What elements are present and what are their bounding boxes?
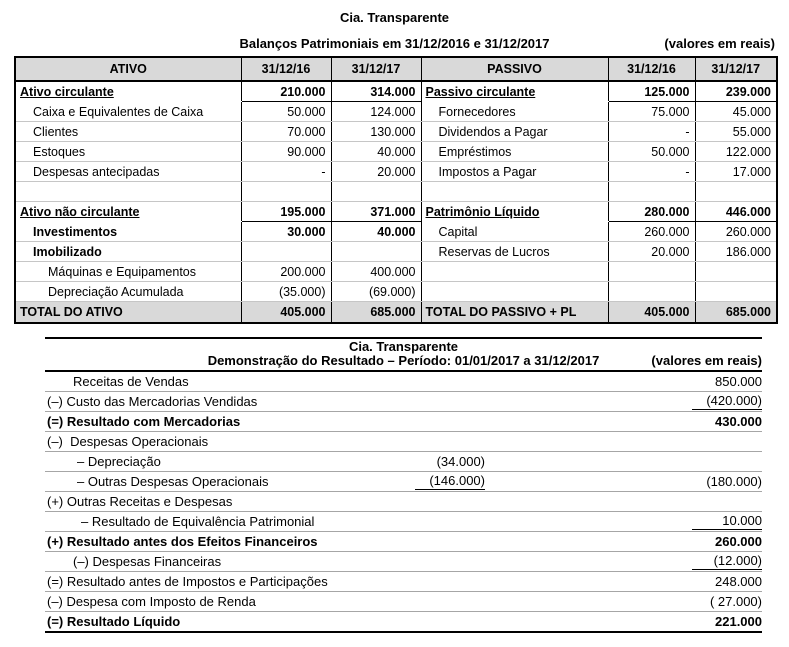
dre-label: (+) Outras Receitas e Despesas	[45, 492, 390, 512]
dre-label: Receitas de Vendas	[45, 372, 390, 392]
income-statement-table	[45, 372, 762, 633]
income-statement-header	[45, 337, 762, 372]
dre-row	[45, 452, 762, 472]
table-row	[15, 262, 777, 282]
dre-value-mid	[390, 612, 500, 633]
account-value: 314.000	[331, 81, 421, 102]
column-header-date: 31/12/16	[608, 57, 695, 81]
dre-value-mid	[390, 572, 500, 592]
account-value: 40.000	[331, 222, 421, 242]
values-note: (valores em reais)	[664, 36, 775, 51]
total-value: 405.000	[608, 302, 695, 324]
account-label: Ativo não circulante	[20, 204, 140, 219]
total-row	[15, 302, 777, 324]
dre-row	[45, 472, 762, 492]
dre-label: (=) Resultado com Mercadorias	[45, 412, 390, 432]
total-label: TOTAL DO ATIVO	[15, 302, 241, 324]
account-label	[421, 262, 608, 282]
balance-sheet-subtitle: Balanços Patrimoniais em 31/12/2016 e 31/12/2017	[239, 36, 550, 51]
account-value: 260.000	[695, 222, 777, 242]
account-value: 371.000	[331, 202, 421, 222]
balance-sheet-table	[14, 56, 778, 324]
account-value: 280.000	[608, 202, 695, 222]
dre-label: (=) Resultado antes de Impostos e Participações	[45, 572, 390, 592]
account-value: 125.000	[608, 81, 695, 102]
account-label: Dividendos a Pagar	[421, 122, 608, 142]
account-value: 195.000	[241, 202, 331, 222]
account-label: Caixa e Equivalentes de Caixa	[15, 102, 241, 122]
account-label: Passivo circulante	[421, 81, 608, 102]
account-value: 260.000	[608, 222, 695, 242]
account-value: 45.000	[695, 102, 777, 122]
dre-label: (–) Despesas Operacionais	[45, 432, 390, 452]
dre-row	[45, 612, 762, 633]
account-label: Patrimônio Líquido	[421, 202, 608, 222]
account-value: 70.000	[241, 122, 331, 142]
account-value: -	[608, 162, 695, 182]
account-value: (35.000)	[241, 282, 331, 302]
account-label	[421, 182, 608, 202]
account-value: -	[608, 122, 695, 142]
dre-value-right: ( 27.000)	[500, 592, 762, 612]
dre-value-right	[500, 392, 762, 412]
dre-value-mid	[390, 512, 500, 532]
balance-sheet-subtitle-row	[0, 36, 789, 52]
column-header-passivo: PASSIVO	[421, 57, 608, 81]
table-row	[15, 222, 777, 242]
account-value: 50.000	[608, 142, 695, 162]
dre-value-mid	[390, 392, 500, 412]
dre-label: (+) Resultado antes dos Efeitos Financeiros	[45, 532, 390, 552]
account-value	[331, 242, 421, 262]
account-value: 200.000	[241, 262, 331, 282]
account-value	[695, 262, 777, 282]
account-value: 40.000	[331, 142, 421, 162]
dre-row	[45, 492, 762, 512]
dre-value-mid	[390, 592, 500, 612]
underlined-value: (420.000)	[692, 393, 762, 410]
account-value	[608, 262, 695, 282]
dre-value-right	[500, 512, 762, 532]
income-statement-subtitle: Demonstração do Resultado – Período: 01/01/2017 a 31/12/2017	[207, 353, 600, 368]
dre-value-right	[500, 452, 762, 472]
dre-value-mid: (34.000)	[390, 452, 500, 472]
dre-value-right: 850.000	[500, 372, 762, 392]
dre-label: – Outras Despesas Operacionais	[45, 472, 390, 492]
account-label: Impostos a Pagar	[421, 162, 608, 182]
account-label	[15, 182, 241, 202]
dre-label: – Depreciação	[45, 452, 390, 472]
dre-value-mid	[390, 532, 500, 552]
balance-sheet-header-row	[15, 57, 777, 81]
total-value: 685.000	[695, 302, 777, 324]
table-row	[15, 202, 777, 222]
table-row	[15, 282, 777, 302]
account-label: Máquinas e Equipamentos	[15, 262, 241, 282]
account-value: 30.000	[241, 222, 331, 242]
account-value	[695, 282, 777, 302]
dre-value-mid	[390, 472, 500, 492]
account-value	[241, 182, 331, 202]
dre-value-right: 221.000	[500, 612, 762, 633]
account-value	[241, 242, 331, 262]
dre-value-right: 430.000	[500, 412, 762, 432]
account-value: 55.000	[695, 122, 777, 142]
account-value	[331, 182, 421, 202]
dre-label: (–) Despesas Financeiras	[45, 552, 390, 572]
values-note: (valores em reais)	[651, 353, 762, 368]
account-value	[695, 182, 777, 202]
account-value: 186.000	[695, 242, 777, 262]
account-label: Reservas de Lucros	[421, 242, 608, 262]
dre-row	[45, 432, 762, 452]
total-label: TOTAL DO PASSIVO + PL	[421, 302, 608, 324]
underlined-value: (146.000)	[415, 473, 485, 490]
underlined-value: (12.000)	[692, 553, 762, 570]
dre-row	[45, 592, 762, 612]
dre-value-mid	[390, 492, 500, 512]
account-label: Imobilizado	[15, 242, 241, 262]
company-title: Cia. Transparente	[348, 339, 459, 354]
account-value: -	[241, 162, 331, 182]
dre-row	[45, 552, 762, 572]
dre-row	[45, 392, 762, 412]
account-value: 130.000	[331, 122, 421, 142]
dre-value-mid	[390, 372, 500, 392]
account-label: Fornecedores	[421, 102, 608, 122]
column-header-date: 31/12/17	[331, 57, 421, 81]
account-value: 210.000	[241, 81, 331, 102]
table-row	[15, 122, 777, 142]
column-header-ativo: ATIVO	[15, 57, 241, 81]
dre-value-mid	[390, 432, 500, 452]
dre-value-right	[500, 552, 762, 572]
table-row	[15, 142, 777, 162]
total-value: 685.000	[331, 302, 421, 324]
account-value	[608, 282, 695, 302]
table-row	[15, 102, 777, 122]
dre-value-right: 248.000	[500, 572, 762, 592]
account-label	[421, 282, 608, 302]
column-header-date: 31/12/16	[241, 57, 331, 81]
account-value: 20.000	[608, 242, 695, 262]
dre-label: (–) Despesa com Imposto de Renda	[45, 592, 390, 612]
underlined-value: 10.000	[692, 513, 762, 530]
dre-value-right	[500, 432, 762, 452]
dre-label: (=) Resultado Líquido	[45, 612, 390, 633]
table-row	[15, 242, 777, 262]
account-value	[608, 182, 695, 202]
dre-row	[45, 372, 762, 392]
account-label: Empréstimos	[421, 142, 608, 162]
account-label: Ativo circulante	[20, 84, 114, 99]
account-value: 17.000	[695, 162, 777, 182]
account-value: 124.000	[331, 102, 421, 122]
account-value: 239.000	[695, 81, 777, 102]
dre-value-right: 260.000	[500, 532, 762, 552]
account-value: 122.000	[695, 142, 777, 162]
dre-label: – Resultado de Equivalência Patrimonial	[45, 512, 390, 532]
account-label: Depreciação Acumulada	[15, 282, 241, 302]
table-row-empty	[15, 182, 777, 202]
dre-row	[45, 512, 762, 532]
account-value: 400.000	[331, 262, 421, 282]
table-row	[15, 162, 777, 182]
account-value: 20.000	[331, 162, 421, 182]
dre-row	[45, 532, 762, 552]
account-value: (69.000)	[331, 282, 421, 302]
account-label: Capital	[421, 222, 608, 242]
dre-value-mid	[390, 412, 500, 432]
account-value: 446.000	[695, 202, 777, 222]
dre-label: (–) Custo das Mercadorias Vendidas	[45, 392, 390, 412]
dre-value-right	[500, 492, 762, 512]
dre-row	[45, 572, 762, 592]
account-label: Despesas antecipadas	[15, 162, 241, 182]
account-label: Clientes	[15, 122, 241, 142]
table-row	[15, 81, 777, 102]
account-label: Estoques	[15, 142, 241, 162]
income-statement	[45, 337, 762, 633]
account-label: Investimentos	[15, 222, 241, 242]
dre-value-right: (180.000)	[500, 472, 762, 492]
dre-value-mid	[390, 552, 500, 572]
total-value: 405.000	[241, 302, 331, 324]
company-title: Cia. Transparente	[339, 10, 450, 25]
account-value: 75.000	[608, 102, 695, 122]
account-value: 90.000	[241, 142, 331, 162]
account-value: 50.000	[241, 102, 331, 122]
dre-row	[45, 412, 762, 432]
column-header-date: 31/12/17	[695, 57, 777, 81]
